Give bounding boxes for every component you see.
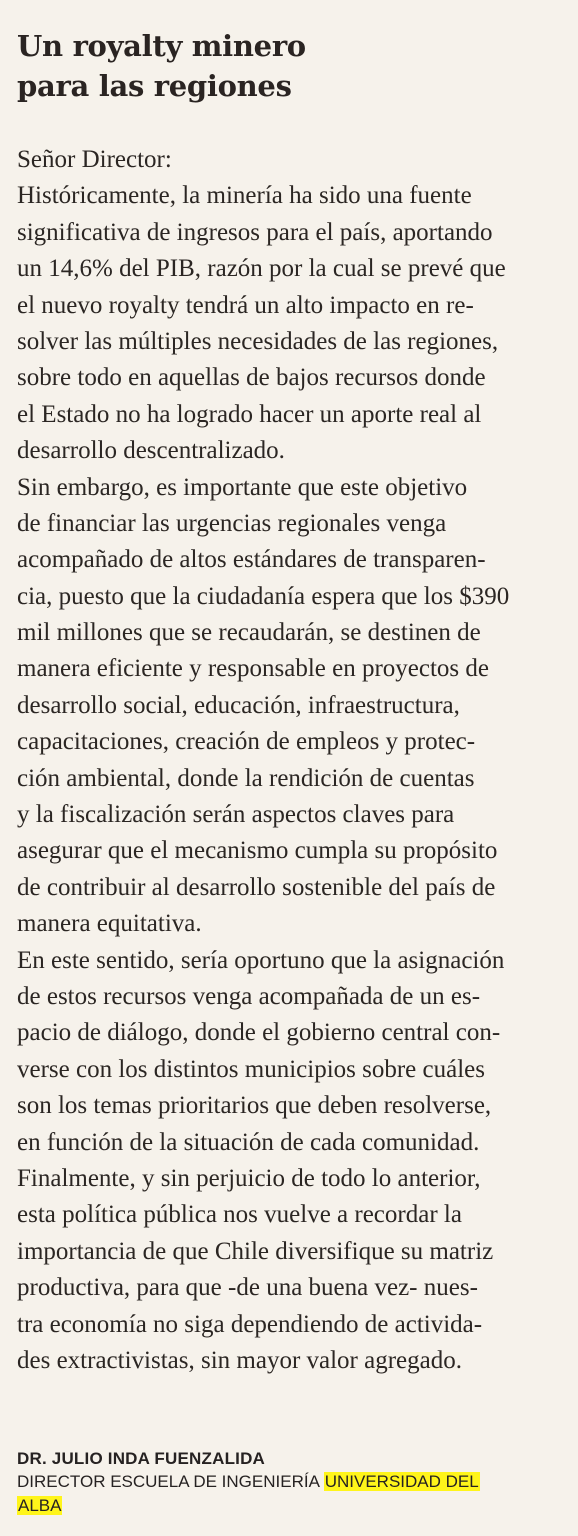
body-line: tra economía no siga dependiendo de activida- — [17, 1310, 483, 1338]
body-line: Sin embargo, es importante que este objetivo — [17, 473, 468, 501]
body-line: Finalmente, y sin perjuicio de todo lo anterior, — [17, 1164, 481, 1192]
highlighted-institution-continued: ALBA — [18, 1496, 62, 1515]
body-line: el nuevo royalty tendrá un alto impacto en re- — [17, 291, 474, 319]
body-line: sobre todo en aquellas de bajos recursos donde — [17, 364, 486, 392]
body-line: significativa de ingresos para el país, aportando — [17, 218, 493, 246]
body-line: de contribuir al desarrollo sostenible del país de — [17, 873, 496, 901]
author-role — [17, 1470, 573, 1494]
title-line: Un royalty minero — [17, 29, 306, 63]
body-line: manera eficiente y responsable en proyectos de — [17, 655, 490, 683]
body-line: asegurar que el mecanismo cumpla su propósito — [17, 837, 498, 865]
body-line: de estos recursos venga acompañada de un es- — [17, 982, 481, 1010]
highlighted-institution: UNIVERSIDAD DEL — [324, 1472, 479, 1491]
body-line: desarrollo descentralizado. — [17, 437, 285, 465]
body-line: pacio de diálogo, donde el gobierno central con- — [17, 1019, 501, 1047]
body-line: importancia de que Chile diversifique su matriz — [17, 1237, 494, 1265]
signature-block — [17, 1448, 573, 1518]
body-line: Históricamente, la minería ha sido una fuente — [17, 182, 472, 210]
body-line: capacitaciones, creación de empleos y protec- — [17, 728, 476, 756]
body-line: de financiar las urgencias regionales venga — [17, 509, 447, 537]
body-line: un 14,6% del PIB, razón por la cual se prevé que — [17, 255, 506, 283]
author-role-prefix: DIRECTOR ESCUELA DE INGENIERÍA — [17, 1472, 324, 1491]
body-line: productiva, para que -de una buena vez- nues- — [17, 1274, 478, 1302]
salutation: Señor Director: — [17, 146, 172, 173]
body-line: en función de la situación de cada comunidad. — [17, 1128, 480, 1156]
body-line: En este sentido, sería oportuno que la asignación — [17, 946, 505, 974]
body-line: son los temas prioritarios que deben resolverse, — [17, 1092, 492, 1120]
letter-body — [17, 142, 573, 1379]
body-line: solver las múltiples necesidades de las regiones, — [17, 327, 499, 355]
author-name: DR. JULIO INDA FUENZALIDA — [17, 1449, 266, 1468]
body-line: desarrollo social, educación, infraestructura, — [17, 691, 460, 719]
body-line: ción ambiental, donde la rendición de cuentas — [17, 764, 475, 792]
article-title — [17, 26, 557, 106]
body-line: acompañado de altos estándares de transparen- — [17, 546, 486, 574]
body-line: cia, puesto que la ciudadanía espera que los $390 — [17, 582, 510, 610]
body-line: y la fiscalización serán aspectos claves para — [17, 801, 455, 829]
body-line: mil millones que se recaudarán, se destinen de — [17, 619, 481, 647]
title-line: para las regiones — [17, 69, 292, 103]
body-line: el Estado no ha logrado hacer un aporte real al — [17, 400, 482, 428]
body-line: des extractivistas, sin mayor valor agregado. — [17, 1346, 462, 1374]
body-line: esta política pública nos vuelve a recordar la — [17, 1201, 462, 1229]
body-line: manera equitativa. — [17, 910, 202, 938]
author-role-continued — [17, 1494, 573, 1518]
body-line: verse con los distintos municipios sobre cuáles — [17, 1055, 485, 1083]
